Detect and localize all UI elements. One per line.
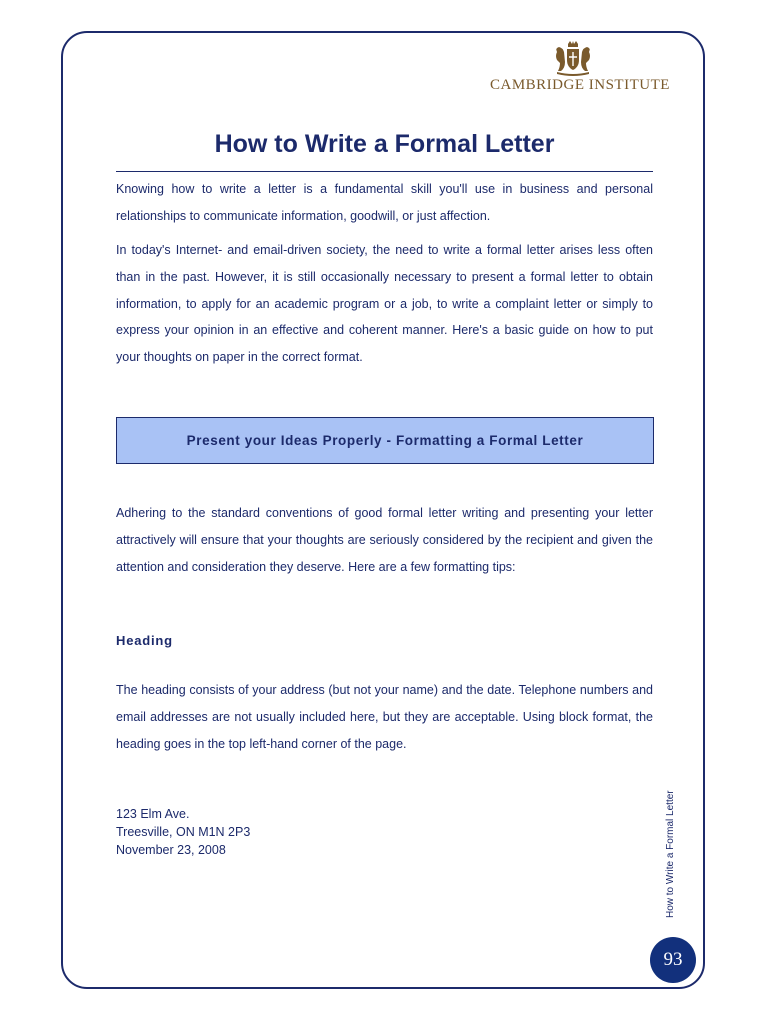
cambridge-institute-logo bbox=[490, 40, 670, 100]
intro-paragraph-1: Knowing how to write a letter is a fundamental skill you'll use in business and personal relationships to communicate information, goodwill, or just affection. bbox=[116, 182, 653, 223]
sample-address-block bbox=[116, 805, 250, 859]
address-line-city: Treesville, ON M1N 2P3 bbox=[116, 825, 251, 839]
logo-wordmark: CAMBRIDGE INSTITUTE bbox=[490, 77, 670, 93]
side-running-title: How to Write a Formal Letter bbox=[665, 790, 676, 918]
crest-icon bbox=[551, 40, 595, 76]
page-number-badge: 93 bbox=[650, 937, 696, 983]
section-paragraph: Adhering to the standard conventions of good formal letter writing and presenting your letter attractively will ensure that your thoughts are seriously considered by the recipient and given the attention and consideration they deserve. Here are a few formatting tips: bbox=[116, 506, 653, 574]
section-title-box bbox=[116, 417, 654, 464]
heading-paragraph: The heading consists of your address (but not your name) and the date. Telephone numbers and email addresses are not usually included here, but they are acceptable. Using block format, the heading goes in the top left-hand corner of the page. bbox=[116, 683, 653, 751]
intro-paragraph-2: In today's Internet- and email-driven society, the need to write a formal letter arises less often than in the past. However, it is still occasionally necessary to present a formal letter to obtain information, to apply for an academic program or a job, to write a complaint letter or simply to express your opinion in an effective and coherent manner. Here's a basic guide on how to put your thoughts on paper in the correct format. bbox=[116, 243, 653, 365]
title-divider bbox=[116, 171, 653, 172]
section-title: Present your Ideas Properly - Formatting a Formal Letter bbox=[186, 433, 584, 448]
page-title: How to Write a Formal Letter bbox=[214, 130, 555, 158]
subheading-heading: Heading bbox=[116, 633, 173, 648]
address-line-date: November 23, 2008 bbox=[116, 843, 226, 857]
address-line-street: 123 Elm Ave. bbox=[116, 807, 190, 821]
